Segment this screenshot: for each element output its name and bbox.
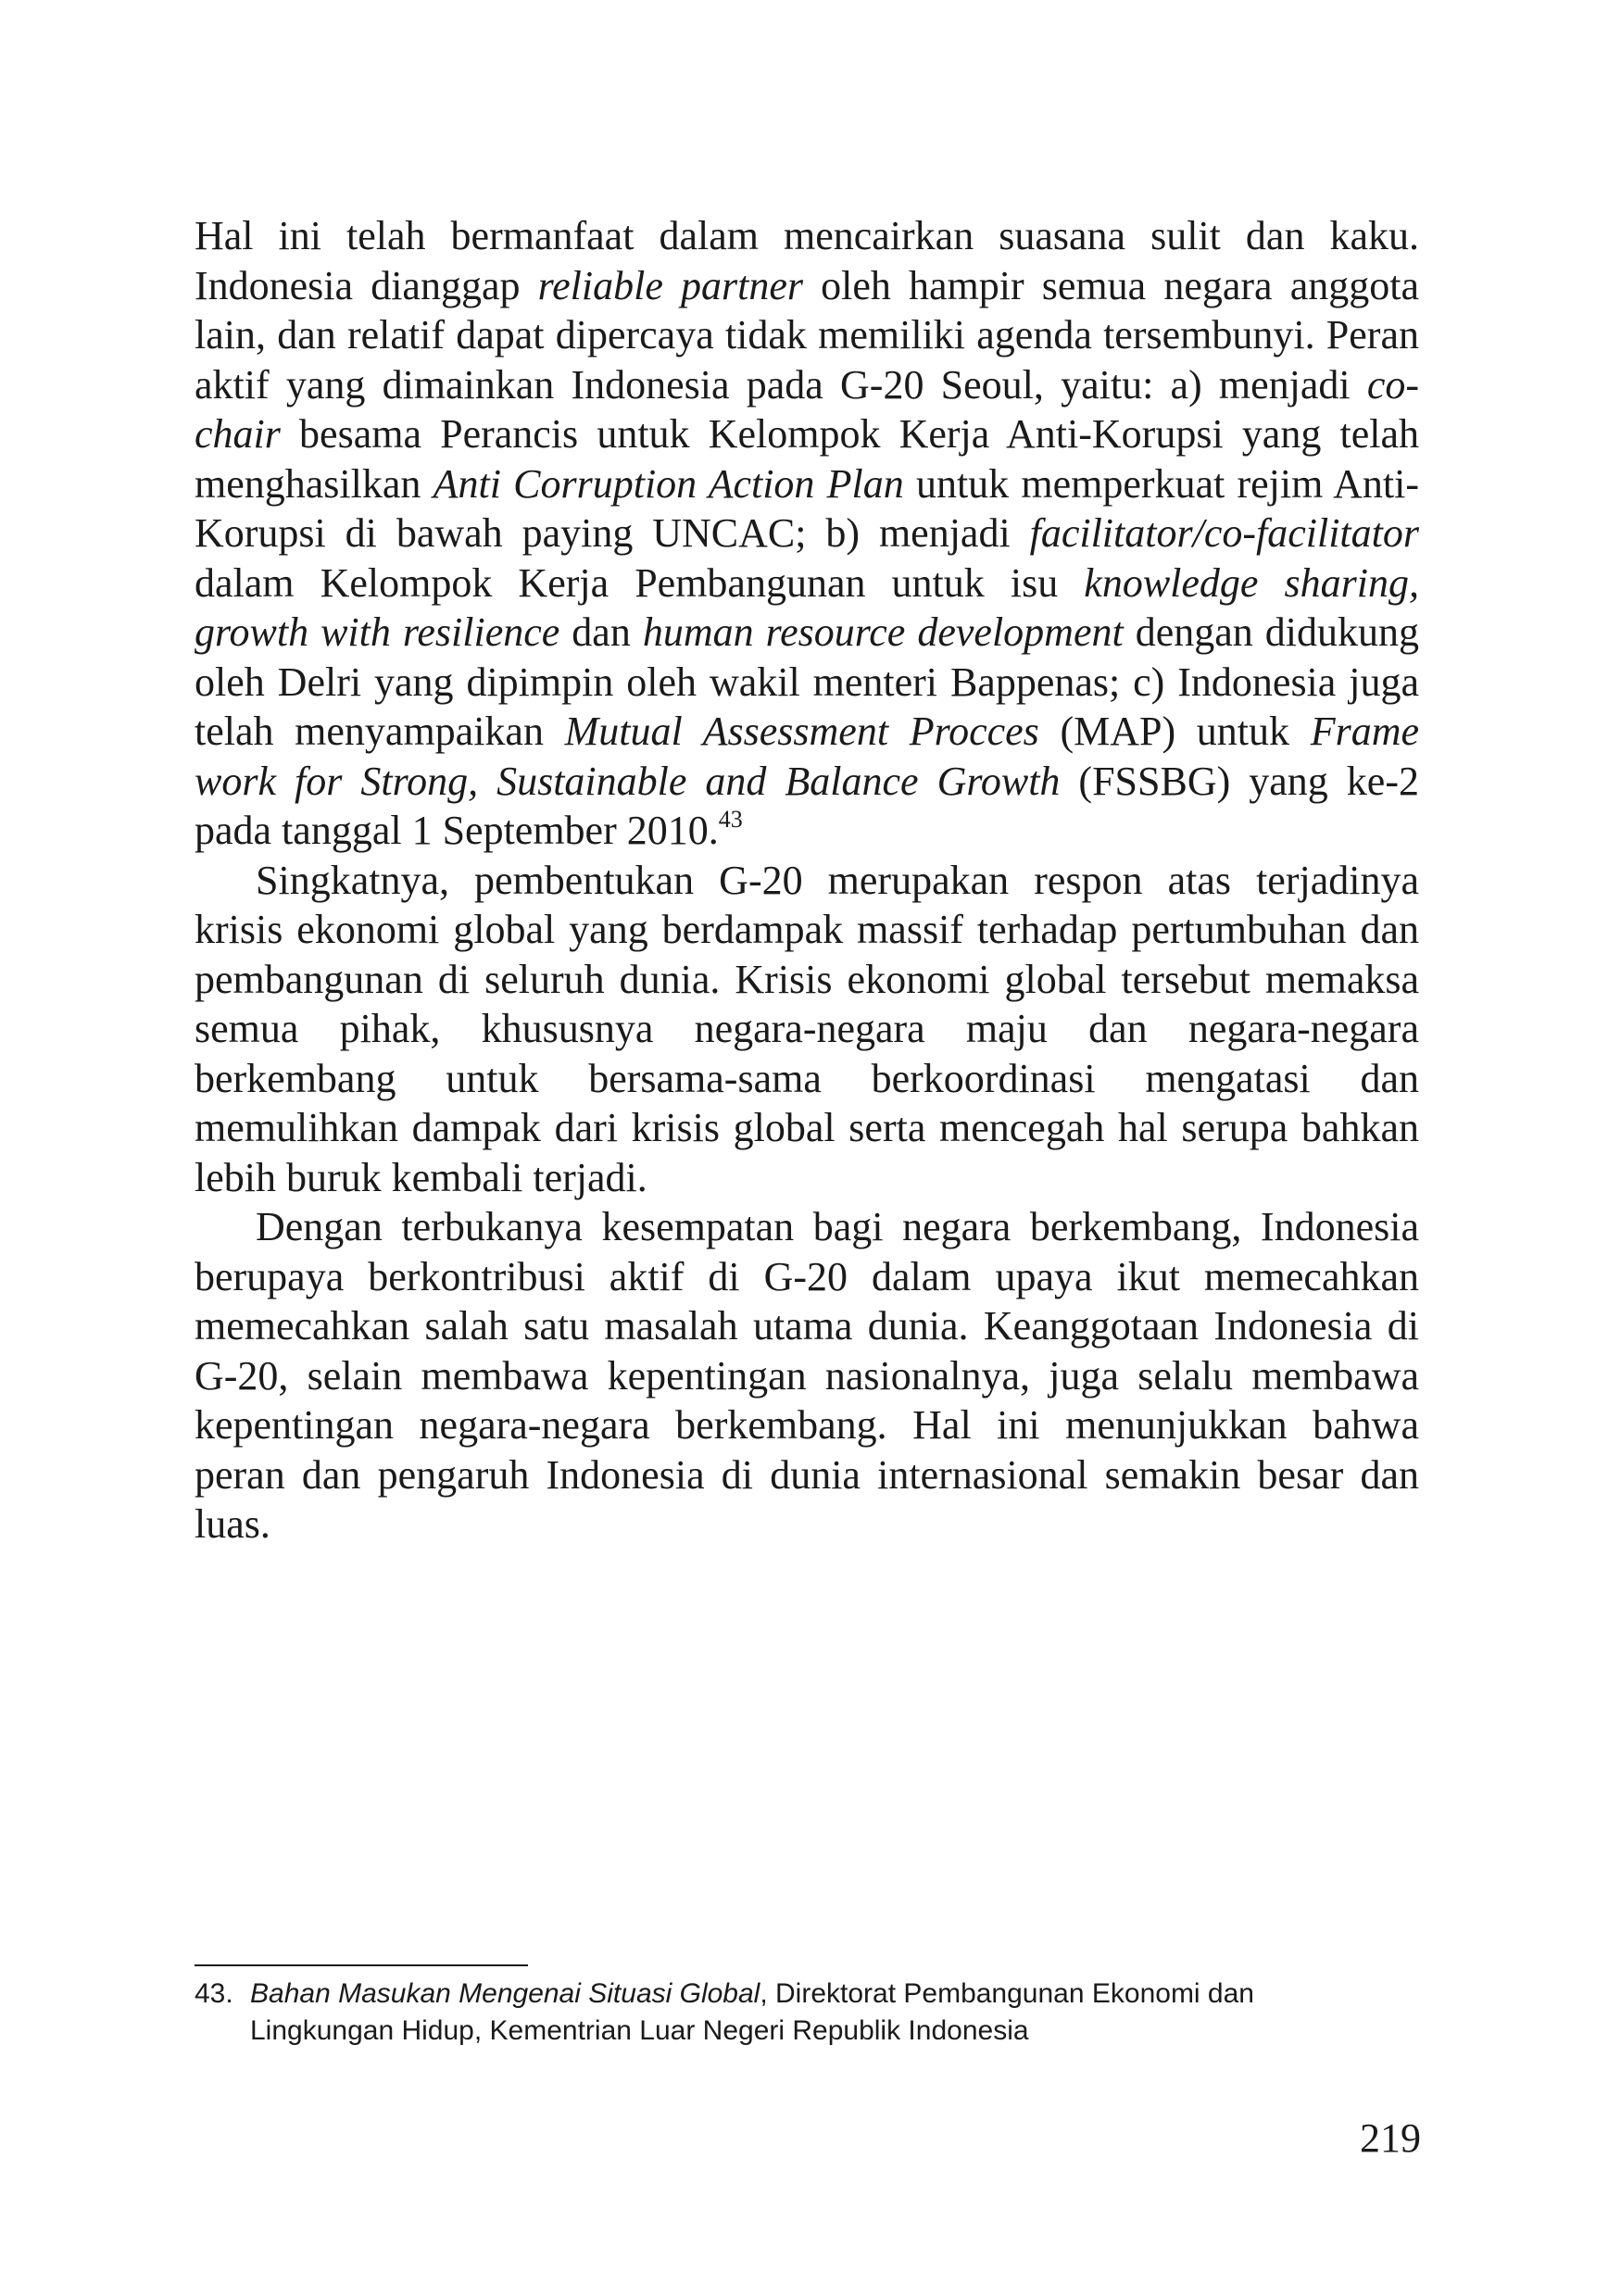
text-run: oleh hampir semua negara anggota lain, dan relatif dapat dipercaya tidak memiliki agenda tersembunyi. Peran aktif yang dimainkan Indonesia pada G-20 Seoul, yaitu: a) menjadi bbox=[195, 262, 1419, 408]
footnote-number: 43. bbox=[195, 1978, 233, 2009]
text-run: Hal ini telah bermanfaat dalam mencairkan suasana sulit dan kaku. Indonesia dianggap bbox=[195, 213, 1419, 308]
text-run: besama Perancis untuk Kelompok Kerja Anti-Korupsi yang telah menghasilkan bbox=[195, 411, 1419, 507]
footnote bbox=[195, 1976, 1419, 2050]
footnote-text-1: , Direktorat Pembangunan Ekonomi dan bbox=[760, 1978, 1254, 2009]
text-run: (MAP) untuk bbox=[1038, 709, 1311, 754]
footnote-separator bbox=[195, 1964, 528, 1966]
italic-term: facilitator/co-facilitator bbox=[1029, 510, 1419, 556]
italic-term: human resource development bbox=[642, 609, 1124, 655]
italic-term: co-chair bbox=[195, 361, 1419, 457]
text-run: (FSSBG) yang ke-2 pada tanggal 1 September 2010. bbox=[195, 758, 1419, 853]
footnote-source-title: Bahan Masukan Mengenai Situasi Global bbox=[250, 1978, 760, 2009]
italic-term: reliable partner bbox=[537, 262, 803, 308]
italic-term: Anti Corruption Action Plan bbox=[433, 460, 904, 507]
text-run: untuk memperkuat rejim Anti-Korupsi di bawah paying UNCAC; b) menjadi bbox=[195, 460, 1419, 556]
text-run: dalam Kelompok Kerja Pembangunan untuk isu bbox=[195, 559, 1085, 606]
paragraph bbox=[195, 856, 1419, 1203]
page-number: 219 bbox=[1360, 2115, 1421, 2161]
text-run: dengan didukung oleh Delri yang dipimpin oleh wakil menteri Bappenas; c) Indonesia juga telah menyampaikan bbox=[195, 609, 1420, 754]
text-run: dan bbox=[559, 609, 643, 655]
italic-term: Mutual Assessment Procces bbox=[564, 709, 1039, 754]
paragraph bbox=[195, 1202, 1419, 1549]
footnote-line-2: Lingkungan Hidup, Kementrian Luar Negeri Republik Indonesia bbox=[250, 2015, 1029, 2046]
body-text bbox=[195, 211, 1419, 1549]
text-run: Dengan terbukanya kesempatan bagi negara berkembang, Indonesia berupaya berkontribusi aktif di G-20 dalam upaya ikut memecahkan memecahkan salah satu masalah utama dunia. Keanggotaan Indonesia di G-20, selain membawa kepentingan nasionalnya, juga selalu membawa kepentingan negara-negara berkembang. Hal ini menunjukkan bahwa peran dan pengaruh Indonesia di dunia internasional semakin besar dan luas. bbox=[195, 1204, 1419, 1547]
text-run: Singkatnya, pembentukan G-20 merupakan respon atas terjadinya krisis ekonomi global yang berdampak massif terhadap pertumbuhan dan pembangunan di seluruh dunia. Krisis ekonomi global tersebut memaksa semua pihak, khususnya negara-negara maju dan negara-negara berkembang untuk bersama-sama berkoordinasi mengatasi dan memulihkan dampak dari krisis global serta mencegah hal serupa bahkan lebih buruk kembali terjadi. bbox=[195, 857, 1419, 1200]
footnote-reference: 43 bbox=[718, 806, 743, 833]
paragraph bbox=[195, 211, 1419, 856]
italic-term: knowledge sharing, growth with resilience bbox=[195, 559, 1420, 655]
italic-term: Frame work for Strong, Sustainable and Balance Growth bbox=[195, 709, 1420, 804]
footnote-line-1 bbox=[195, 1976, 1419, 2013]
